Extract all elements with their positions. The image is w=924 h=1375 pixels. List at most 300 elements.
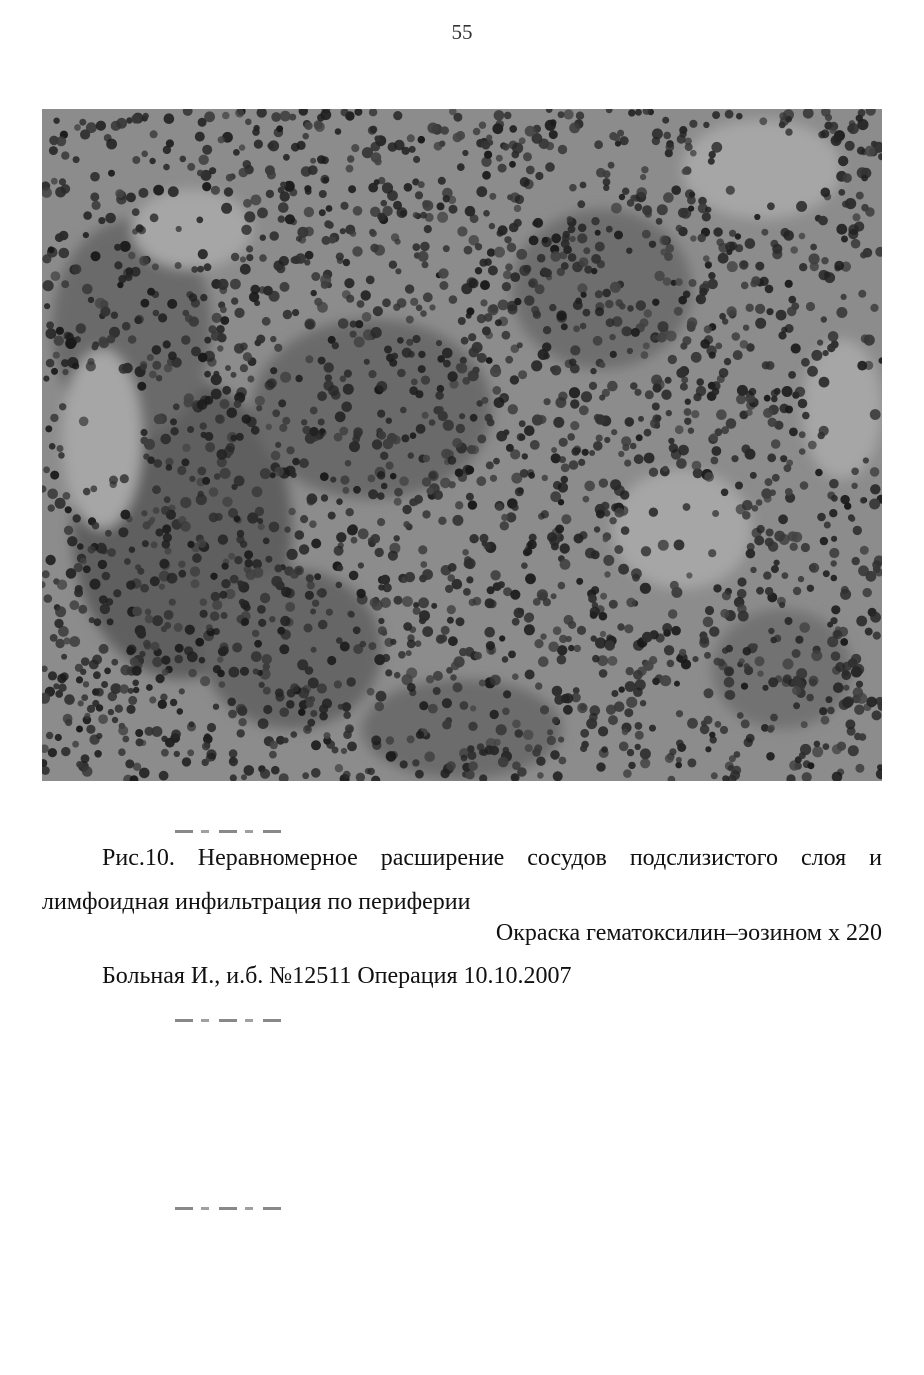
- nucleus-dot: [434, 142, 443, 151]
- nucleus-dot: [561, 463, 570, 472]
- nucleus-dot: [642, 230, 651, 239]
- nucleus-dot: [743, 647, 752, 656]
- nucleus-dot: [736, 394, 746, 404]
- nucleus-dot: [486, 461, 494, 469]
- nucleus-dot: [766, 752, 775, 761]
- nucleus-dot: [454, 656, 465, 667]
- nucleus-dot: [195, 132, 205, 142]
- nucleus-dot: [83, 681, 89, 687]
- nucleus-dot: [347, 677, 356, 686]
- nucleus-dot: [152, 615, 163, 626]
- nucleus-dot: [638, 416, 644, 422]
- nucleus-dot: [476, 186, 487, 197]
- nucleus-dot: [63, 492, 71, 500]
- nucleus-dot: [378, 618, 384, 624]
- nucleus-dot: [422, 477, 431, 486]
- nucleus-dot: [519, 434, 526, 441]
- nucleus-dot: [324, 732, 331, 739]
- nucleus-dot: [644, 309, 652, 317]
- nucleus-dot: [607, 381, 618, 392]
- nucleus-dot: [785, 324, 794, 333]
- nucleus-dot: [136, 738, 144, 746]
- nucleus-dot: [599, 395, 605, 401]
- nucleus-dot: [712, 510, 719, 517]
- nucleus-dot: [469, 534, 478, 543]
- nucleus-dot: [180, 497, 191, 508]
- nucleus-dot: [74, 563, 83, 572]
- nucleus-dot: [250, 285, 260, 295]
- nucleus-dot: [443, 245, 450, 252]
- nucleus-dot: [599, 362, 605, 368]
- nucleus-dot: [771, 565, 779, 573]
- nucleus-dot: [276, 264, 285, 273]
- nucleus-dot: [676, 225, 683, 232]
- nucleus-dot: [206, 749, 216, 759]
- nucleus-dot: [741, 683, 748, 690]
- nucleus-dot: [220, 468, 231, 479]
- nucleus-dot: [635, 109, 642, 116]
- nucleus-dot: [199, 155, 209, 165]
- nucleus-dot: [309, 427, 318, 436]
- nucleus-dot: [418, 251, 429, 262]
- nucleus-dot: [636, 300, 646, 310]
- nucleus-dot: [496, 431, 507, 442]
- nucleus-dot: [831, 651, 841, 661]
- nucleus-dot: [229, 749, 238, 758]
- nucleus-dot: [498, 164, 507, 173]
- nucleus-dot: [872, 710, 882, 720]
- nucleus-dot: [662, 466, 668, 472]
- nucleus-dot: [663, 277, 672, 286]
- nucleus-dot: [488, 304, 499, 315]
- nucleus-dot: [133, 687, 139, 693]
- nucleus-dot: [407, 683, 416, 692]
- nucleus-dot: [213, 704, 219, 710]
- nucleus-dot: [398, 651, 406, 659]
- nucleus-dot: [347, 155, 354, 162]
- nucleus-dot: [716, 239, 724, 247]
- nucleus-dot: [531, 360, 542, 371]
- nucleus-dot: [338, 318, 349, 329]
- nucleus-dot: [265, 165, 275, 175]
- nucleus-dot: [442, 720, 451, 729]
- nucleus-dot: [567, 433, 575, 441]
- nucleus-dot: [623, 769, 632, 778]
- nucleus-dot: [390, 639, 396, 645]
- nucleus-dot: [711, 142, 722, 153]
- nucleus-dot: [468, 761, 478, 771]
- nucleus-dot: [627, 348, 633, 354]
- nucleus-dot: [785, 488, 793, 496]
- nucleus-dot: [705, 746, 711, 752]
- nucleus-dot: [785, 617, 793, 625]
- nucleus-dot: [698, 234, 706, 242]
- nucleus-dot: [362, 312, 372, 322]
- nucleus-dot: [676, 458, 687, 469]
- nucleus-dot: [191, 579, 200, 588]
- nucleus-dot: [374, 135, 380, 141]
- nucleus-dot: [334, 680, 342, 688]
- nucleus-dot: [564, 109, 574, 119]
- nucleus-dot: [299, 544, 309, 554]
- nucleus-dot: [271, 576, 282, 587]
- nucleus-dot: [117, 282, 123, 288]
- nucleus-dot: [500, 521, 509, 530]
- nucleus-dot: [465, 466, 474, 475]
- nucleus-dot: [860, 546, 869, 555]
- nucleus-dot: [397, 337, 404, 344]
- nucleus-dot: [146, 684, 153, 691]
- nucleus-dot: [240, 256, 246, 262]
- nucleus-dot: [536, 757, 545, 766]
- nucleus-dot: [337, 565, 344, 572]
- nucleus-dot: [842, 201, 849, 208]
- nucleus-dot: [158, 313, 167, 322]
- nucleus-dot: [419, 701, 428, 710]
- nucleus-dot: [272, 409, 280, 417]
- nucleus-dot: [592, 655, 600, 663]
- nucleus-dot: [742, 500, 753, 511]
- nucleus-dot: [689, 120, 697, 128]
- nucleus-dot: [220, 399, 230, 409]
- nucleus-dot: [167, 573, 178, 584]
- nucleus-dot: [139, 768, 150, 779]
- nucleus-dot: [795, 387, 805, 397]
- nucleus-dot: [508, 651, 516, 659]
- nucleus-dot: [132, 208, 140, 216]
- nucleus-dot: [44, 303, 50, 309]
- nucleus-dot: [743, 325, 749, 331]
- nucleus-dot: [656, 218, 663, 225]
- nucleus-dot: [819, 426, 829, 436]
- nucleus-dot: [463, 588, 471, 596]
- nucleus-dot: [858, 290, 866, 298]
- nucleus-dot: [202, 182, 211, 191]
- nucleus-dot: [132, 156, 140, 164]
- nucleus-dot: [234, 476, 245, 487]
- nucleus-dot: [47, 489, 58, 500]
- nucleus-dot: [83, 232, 89, 238]
- nucleus-dot: [644, 429, 652, 437]
- nucleus-dot: [496, 503, 503, 510]
- nucleus-dot: [295, 375, 302, 382]
- nucleus-dot: [547, 736, 556, 745]
- nucleus-dot: [739, 658, 745, 664]
- nucleus-dot: [472, 367, 479, 374]
- nucleus-dot: [551, 233, 561, 243]
- nucleus-dot: [630, 443, 637, 450]
- nucleus-dot: [221, 612, 228, 619]
- nucleus-dot: [461, 755, 468, 762]
- nucleus-dot: [527, 540, 537, 550]
- nucleus-dot: [674, 681, 680, 687]
- nucleus-dot: [416, 305, 423, 312]
- nucleus-dot: [570, 345, 580, 355]
- nucleus-dot: [120, 684, 129, 693]
- nucleus-dot: [546, 142, 555, 151]
- nucleus-dot: [351, 144, 359, 152]
- nucleus-dot: [270, 367, 277, 374]
- nucleus-dot: [111, 121, 121, 131]
- nucleus-dot: [579, 257, 589, 267]
- nucleus-dot: [67, 536, 77, 546]
- nucleus-dot: [394, 535, 400, 541]
- nucleus-dot: [187, 426, 194, 433]
- nucleus-dot: [72, 741, 79, 748]
- nucleus-dot: [614, 231, 623, 240]
- nucleus-dot: [306, 700, 314, 708]
- nucleus-dot: [375, 548, 384, 557]
- nucleus-dot: [340, 202, 348, 210]
- nucleus-dot: [791, 343, 801, 353]
- nucleus-dot: [310, 407, 318, 415]
- nucleus-dot: [304, 624, 313, 633]
- nucleus-dot: [490, 710, 499, 719]
- nucleus-dot: [719, 368, 729, 378]
- nucleus-dot: [556, 310, 566, 320]
- nucleus-dot: [180, 521, 190, 531]
- nucleus-dot: [394, 498, 402, 506]
- nucleus-dot: [161, 626, 167, 632]
- nucleus-dot: [661, 390, 671, 400]
- nucleus-dot: [453, 133, 463, 143]
- nucleus-dot: [576, 578, 583, 585]
- nucleus-dot: [228, 553, 235, 560]
- nucleus-dot: [72, 362, 79, 369]
- nucleus-dot: [514, 219, 522, 227]
- nucleus-dot: [73, 156, 80, 163]
- nucleus-dot: [237, 530, 245, 538]
- nucleus-dot: [239, 168, 249, 178]
- nucleus-dot: [344, 278, 354, 288]
- nucleus-dot: [798, 576, 804, 582]
- nucleus-dot: [624, 624, 633, 633]
- nucleus-dot: [712, 111, 720, 119]
- nucleus-dot: [115, 705, 123, 713]
- nucleus-dot: [848, 123, 859, 134]
- nucleus-dot: [577, 626, 586, 635]
- nucleus-dot: [308, 165, 318, 175]
- nucleus-dot: [311, 740, 321, 750]
- nucleus-dot: [466, 493, 474, 501]
- nucleus-dot: [558, 482, 568, 492]
- nucleus-dot: [505, 356, 513, 364]
- nucleus-dot: [343, 730, 352, 739]
- nucleus-dot: [368, 768, 375, 775]
- nucleus-dot: [596, 168, 606, 178]
- nucleus-dot: [79, 119, 86, 126]
- nucleus-dot: [80, 669, 86, 675]
- nucleus-dot: [576, 112, 584, 120]
- nucleus-dot: [377, 431, 386, 440]
- nucleus-dot: [380, 597, 391, 608]
- nucleus-dot: [358, 528, 369, 539]
- nucleus-dot: [438, 268, 448, 278]
- nucleus-dot: [659, 235, 669, 245]
- nucleus-dot: [657, 204, 668, 215]
- nucleus-dot: [628, 762, 635, 769]
- nucleus-dot: [130, 657, 139, 666]
- nucleus-dot: [636, 434, 643, 441]
- nucleus-dot: [690, 150, 697, 157]
- nucleus-dot: [222, 112, 230, 120]
- nucleus-dot: [540, 633, 546, 639]
- nucleus-dot: [408, 452, 414, 458]
- nucleus-dot: [244, 550, 253, 559]
- nucleus-dot: [540, 705, 549, 714]
- nucleus-dot: [627, 305, 634, 312]
- nucleus-dot: [678, 208, 688, 218]
- nucleus-dot: [343, 771, 351, 779]
- nucleus-dot: [371, 152, 382, 163]
- nucleus-dot: [549, 130, 558, 139]
- nucleus-dot: [118, 726, 128, 736]
- nucleus-dot: [801, 543, 810, 552]
- nucleus-dot: [494, 110, 505, 121]
- nucleus-dot: [99, 644, 109, 654]
- nucleus-dot: [386, 736, 394, 744]
- nucleus-dot: [86, 725, 95, 734]
- nucleus-dot: [145, 609, 151, 615]
- nucleus-dot: [557, 268, 565, 276]
- nucleus-dot: [488, 266, 498, 276]
- nucleus-dot: [383, 439, 394, 450]
- nucleus-dot: [596, 762, 605, 771]
- nucleus-dot: [502, 331, 511, 340]
- nucleus-dot: [573, 325, 580, 332]
- nucleus-dot: [521, 562, 528, 569]
- nucleus-dot: [523, 730, 533, 740]
- nucleus-dot: [253, 125, 259, 131]
- nucleus-dot: [237, 729, 245, 737]
- nucleus-dot: [185, 625, 195, 635]
- nucleus-dot: [332, 342, 339, 349]
- nucleus-dot: [547, 729, 553, 735]
- nucleus-dot: [443, 195, 450, 202]
- nucleus-dot: [569, 387, 580, 398]
- nucleus-dot: [599, 612, 608, 621]
- nucleus-dot: [641, 166, 648, 173]
- nucleus-dot: [105, 213, 116, 224]
- nucleus-dot: [137, 629, 147, 639]
- nucleus-dot: [666, 143, 675, 152]
- nucleus-dot: [106, 139, 117, 150]
- nucleus-dot: [51, 271, 61, 281]
- nucleus-dot: [802, 412, 810, 420]
- nucleus-dot: [669, 443, 678, 452]
- nucleus-dot: [240, 667, 249, 676]
- nucleus-dot: [537, 772, 544, 779]
- nucleus-dot: [244, 765, 255, 776]
- nucleus-dot: [291, 472, 297, 478]
- nucleus-dot: [627, 749, 634, 756]
- nucleus-dot: [418, 351, 425, 358]
- nucleus-dot: [65, 506, 72, 513]
- nucleus-dot: [480, 534, 489, 543]
- nucleus-dot: [122, 322, 131, 331]
- nucleus-dot: [640, 174, 646, 180]
- nucleus-dot: [524, 425, 535, 436]
- nucleus-dot: [211, 592, 220, 601]
- nucleus-dot: [57, 580, 67, 590]
- nucleus-dot: [175, 644, 184, 653]
- nucleus-dot: [693, 393, 701, 401]
- nucleus-dot: [691, 352, 702, 363]
- nucleus-dot: [484, 151, 492, 159]
- nucleus-dot: [98, 217, 105, 224]
- nucleus-dot: [388, 551, 398, 561]
- nucleus-dot: [577, 703, 587, 713]
- nucleus-dot: [770, 240, 778, 248]
- nucleus-dot: [591, 635, 597, 641]
- nucleus-dot: [851, 239, 861, 249]
- nucleus-dot: [302, 133, 309, 140]
- nucleus-dot: [413, 156, 420, 163]
- nucleus-dot: [76, 726, 83, 733]
- nucleus-dot: [405, 284, 414, 293]
- nucleus-dot: [368, 489, 378, 499]
- nucleus-dot: [176, 226, 182, 232]
- nucleus-dot: [778, 514, 788, 524]
- nucleus-dot: [863, 588, 872, 597]
- nucleus-dot: [353, 626, 361, 634]
- nucleus-dot: [361, 290, 371, 300]
- nucleus-dot: [343, 259, 350, 266]
- nucleus-dot: [73, 514, 81, 522]
- nucleus-dot: [311, 539, 321, 549]
- nucleus-dot: [428, 704, 438, 714]
- nucleus-dot: [424, 751, 435, 762]
- nucleus-dot: [541, 510, 549, 518]
- micrograph-image: [42, 109, 882, 781]
- nucleus-dot: [750, 567, 756, 573]
- nucleus-dot: [77, 543, 84, 550]
- nucleus-dot: [856, 693, 867, 704]
- nucleus-dot: [870, 409, 881, 420]
- nucleus-dot: [569, 359, 577, 367]
- nucleus-dot: [545, 162, 555, 172]
- nucleus-dot: [671, 185, 681, 195]
- nucleus-dot: [856, 192, 864, 200]
- nucleus-dot: [606, 226, 613, 233]
- nucleus-dot: [135, 729, 143, 737]
- nucleus-dot: [406, 316, 414, 324]
- nucleus-dot: [187, 749, 194, 756]
- nucleus-dot: [477, 434, 486, 443]
- nucleus-dot: [856, 616, 867, 627]
- nucleus-dot: [402, 596, 413, 607]
- nucleus-dot: [817, 340, 823, 346]
- nucleus-dot: [221, 579, 230, 588]
- nucleus-dot: [50, 471, 59, 480]
- nucleus-dot: [436, 340, 442, 346]
- nucleus-dot: [55, 734, 62, 741]
- nucleus-dot: [143, 113, 149, 119]
- nucleus-dot: [340, 228, 346, 234]
- nucleus-dot: [131, 267, 141, 277]
- nucleus-dot: [708, 549, 716, 557]
- nucleus-dot: [82, 284, 93, 295]
- nucleus-dot: [495, 319, 502, 326]
- nucleus-dot: [492, 386, 501, 395]
- nucleus-dot: [370, 126, 378, 134]
- nucleus-dot: [744, 663, 750, 669]
- nucleus-dot: [788, 371, 796, 379]
- nucleus-dot: [831, 605, 840, 614]
- nucleus-dot: [543, 269, 552, 278]
- nucleus-dot: [856, 681, 863, 688]
- nucleus-dot: [450, 674, 457, 681]
